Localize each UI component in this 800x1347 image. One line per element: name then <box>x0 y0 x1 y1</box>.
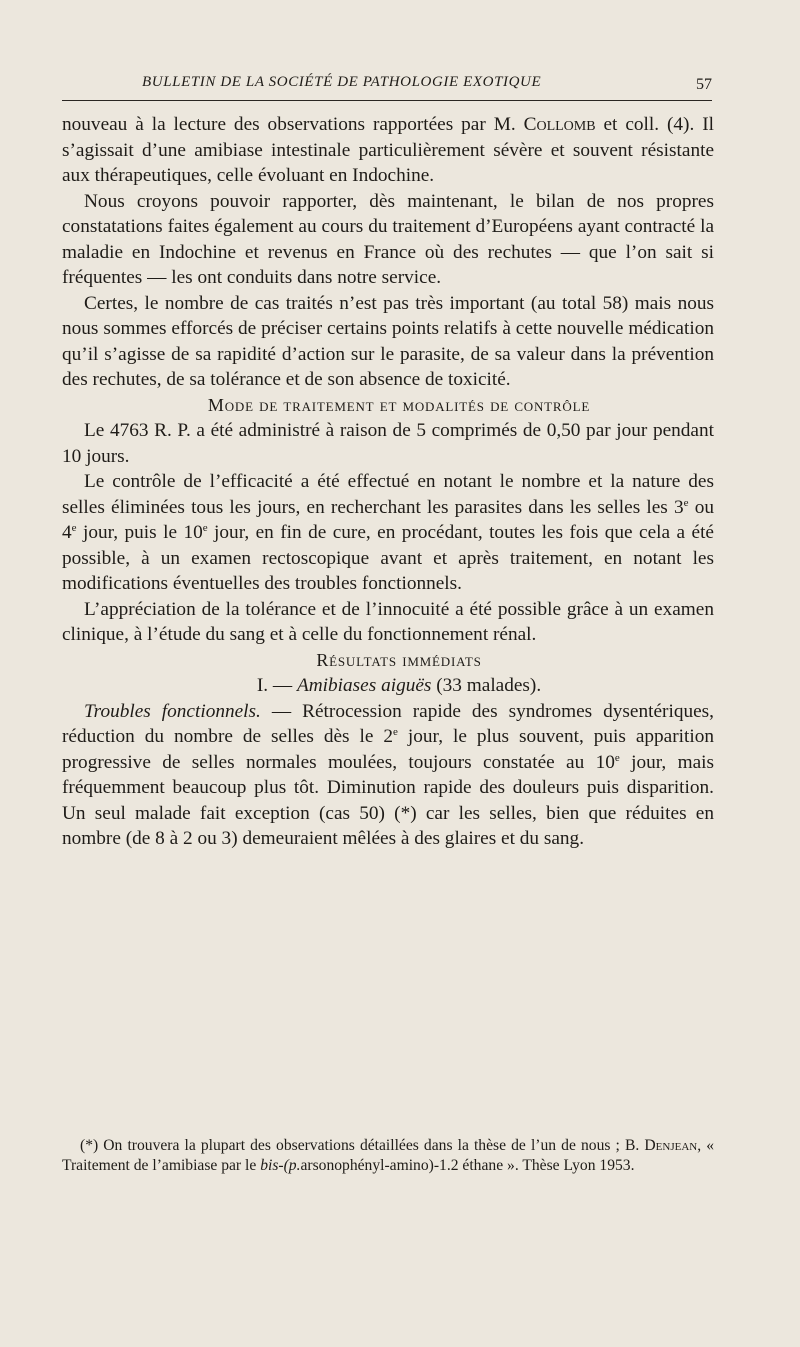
author-name: Collomb <box>523 114 596 135</box>
journal-title: BULLETIN DE LA SOCIÉTÉ DE PATHOLOGIE EXOTIQUE <box>142 74 542 90</box>
text-run: Le contrôle de l’efficacité a été effectué en notant le nombre et la nature des selles éliminées tous les jours, en recherchant les parasites dans les selles les 3 <box>62 471 714 518</box>
paragraph-title: Troubles fonctionnels. <box>84 700 261 722</box>
text-run: jour, puis le 10 <box>76 522 203 543</box>
page-number: 57 <box>696 76 712 93</box>
section-heading: Résultats immédiats <box>316 649 482 670</box>
superscript: e <box>614 751 620 764</box>
paragraph: Nous croyons pouvoir rapporter, dès maintenant, le bilan de nos propres constatations faites également au cours du traitement d’Européens ayant contracté la maladie en Indochine et revenus en France où des rechutes — que l’on sait si fréquentes — les ont conduits dans notre service. <box>62 190 714 288</box>
text-run: et coll. (4). Il s’agissait d’une amibiase intestinale particulièrement sévère et souvent résistante aux thérapeutiques, celle évoluant en Indochine. <box>62 114 714 186</box>
footnote <box>62 1136 714 1176</box>
text-run: ou 4 <box>62 496 714 543</box>
superscript: e <box>393 726 398 738</box>
text-run: jour, le plus souvent, puis apparition progressive de selles normales moulées, toujours constatée au 10 <box>62 726 715 773</box>
text-run: nouveau à la lecture des observations rapportées par M. <box>62 114 524 135</box>
superscript: e <box>202 522 208 534</box>
text-run: arsonophényl-amino)-1.2 éthane ». Thèse Lyon 1953. <box>300 1157 635 1174</box>
paragraph-continued <box>62 112 714 189</box>
subsection-heading <box>62 673 714 699</box>
superscript: e <box>683 496 689 509</box>
text-run: On trouvera la plupart des observations détaillées dans la thèse de l’un de nous ; B. <box>98 1137 645 1154</box>
footnote-marker: (*) <box>80 1137 99 1154</box>
text-run: jour, mais fréquemment beaucoup plus tôt. Diminution rapide des douleurs puis disparition. Un seul malade fait exception (cas 50) (*) car les selles, bien que réduites en nombre (de 8 à 2 ou 3) demeuraient mêlées à des glaires et du sang. <box>62 751 714 849</box>
paragraph: Le 4763 R. P. a été administré à raison de 5 comprimés de 0,50 par jour pendant 10 jours. <box>62 420 714 467</box>
section-heading: Mode de traitement et modalités de contrôle <box>207 394 591 415</box>
text-run: jour, en fin de cure, en procédant, toutes les fois que cela a été possible, à un examen rectoscopique avant et après traitement, en notant les modifications éventuelles des troubles fonctionnels. <box>62 522 714 594</box>
paragraph: Certes, le nombre de cas traités n’est pas très important (au total 58) mais nous nous sommes efforcés de préciser certains points relatifs à cette nouvelle médication qu’il s’agisse de sa rapidité d’action sur le parasite, de sa valeur dans la prévention des rechutes, de sa tolérance et de son absence de toxicité. <box>62 292 714 390</box>
subheading-title: Amibiases aiguës <box>296 675 432 696</box>
paragraph <box>62 699 714 852</box>
text-run: (33 malades). <box>431 675 542 696</box>
text-run: I. — <box>256 675 297 696</box>
body-text <box>62 112 714 852</box>
author-name: Denjean <box>644 1137 698 1154</box>
text-run: — Rétrocession rapide des syndromes dysentériques, réduction du nombre de selles dès le 2 <box>62 700 714 747</box>
superscript: e <box>71 522 77 534</box>
running-header <box>62 70 712 101</box>
paragraph <box>62 469 714 597</box>
compound-name: bis-(p. <box>260 1157 301 1174</box>
paragraph: L’appréciation de la tolérance et de l’innocuité a été possible grâce à un examen clinique, à l’étude du sang et à celle du fonctionnement rénal. <box>62 598 714 645</box>
text-run: , « Traitement de l’amibiase par le <box>62 1137 715 1174</box>
